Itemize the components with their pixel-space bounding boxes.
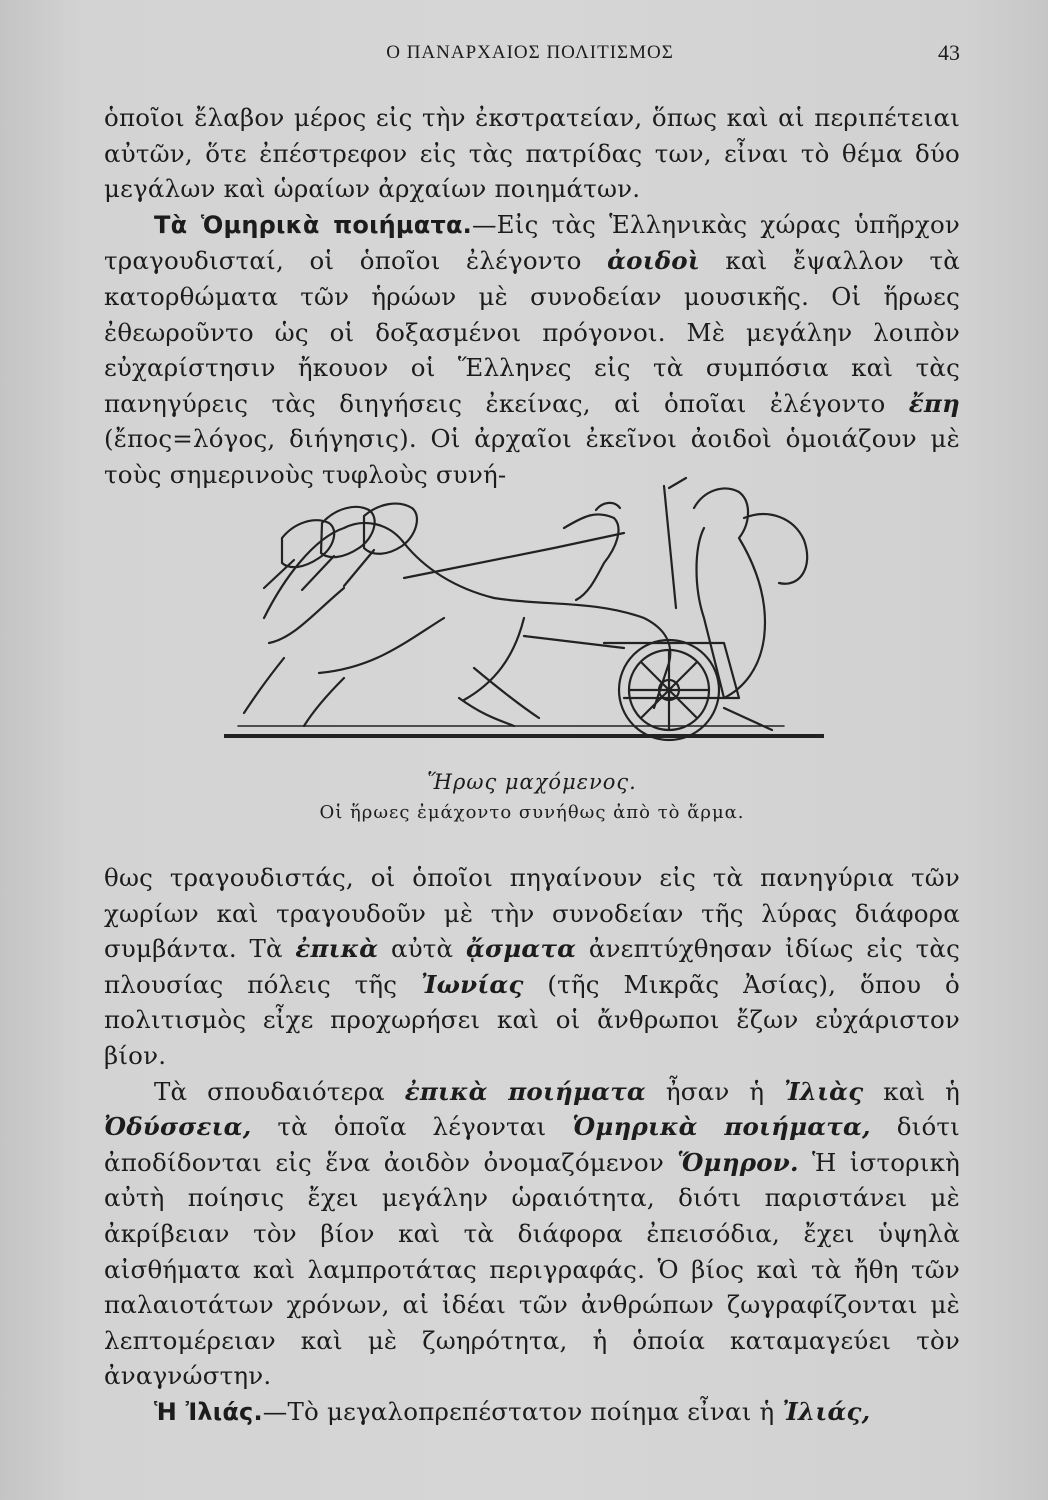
term-epika-poiimata: ἐπικὰ ποιήματα [404, 1076, 646, 1106]
term-ionias: Ἰωνίας [421, 969, 524, 999]
term-omiron: Ὅμηρον. [677, 1147, 799, 1177]
term-odysseia: Ὀδύσσεια, [104, 1112, 252, 1142]
term-ilias: Ἰλιὰς [784, 1076, 864, 1106]
page-header [100, 38, 960, 68]
paragraph-3-text-a: θως τραγουδιστάς, οἱ ὁποῖοι πηγαίνουν εἰς τὰ πανηγύρια τῶν χωρίων καὶ τραγουδοῦν μὲ τὴν συνοδείαν τῆς λύρας διάφορα συμβάντα. Τὰ [104, 863, 960, 964]
paragraph-4-text-a: Τὰ σπουδαιότερα [154, 1076, 405, 1106]
term-asmata: ᾄσματα [465, 934, 577, 964]
paragraph-4-text-d: τὰ ὁποῖα λέγονται [251, 1112, 573, 1142]
page-number: 43 [938, 40, 960, 65]
paragraph-1-text: ὁποῖοι ἔλαβον μέρος εἰς τὴν ἐκστρατείαν, ὅπως καὶ αἱ περιπέτειαι αὐτῶν, ὅτε ἐπέστρεφον εἰς τὰς πατρίδας των, εἶναι τὸ θέμα δύο μεγάλων καὶ ὡραίων ἀρχαίων ποιημάτων. [104, 103, 960, 204]
figure-caption-subtitle: Οἱ ἥρωες ἐμάχοντο συνήθως ἀπὸ τὸ ἅρμα. [319, 802, 745, 823]
paragraph-3-text-d: (τῆς Μικρᾶς Ἀσίας), ὅπου ὁ πολιτισμὸς εἶχε προχωρήσει καὶ οἱ ἄνθρωποι ἔζων εὐχάριστον βίον. [104, 969, 960, 1070]
paragraph-1 [104, 100, 960, 207]
paragraph-4-text-b: ἦσαν ἡ [645, 1076, 785, 1106]
term-epika: ἐπικὰ [295, 934, 379, 964]
paragraph-4-text-e: διότι ἀποδίδονται εἰς ἕνα ἀοιδὸν ὀνομαζόμενον [104, 1112, 960, 1177]
paragraph-5-text-a: —Τὸ μεγαλοπρεπέστατον ποίημα εἶναι ἡ [262, 1396, 783, 1426]
section-heading-homeric-poems: Τὰ Ὁμηρικὰ ποιήματα. [154, 210, 472, 239]
section-heading-iliad: Ἡ Ἰλιάς. [154, 1397, 263, 1426]
term-epi: ἔπη [908, 388, 960, 418]
paragraph-3 [104, 860, 960, 1074]
term-aoidoi: ἀοιδοὶ [607, 246, 700, 276]
paragraph-3-text-b: αὐτὰ [378, 934, 466, 964]
paragraph-3-text-c: ἀνεπτύχθησαν ἰδίως εἰς τὰς πλουσίας πόλεις τῆς [104, 934, 960, 999]
paragraph-2-text-a: —Εἰς τὰς Ἑλληνικὰς χώρας ὑπῆρχον τραγουδισταί, οἱ ὁποῖοι ἐλέγοντο [104, 209, 960, 276]
running-head: Ο ΠΑΝΑΡΧΑΙΟΣ ΠΟΛΙΤΙΣΜΟΣ [386, 42, 674, 63]
chariot-illustration [224, 468, 824, 768]
paragraph-2-text-c: (ἔπος=λόγος, διήγησις). Οἱ ἀρχαῖοι ἐκεῖνοι ἀοιδοὶ ὁμοιάζουν μὲ τοὺς σημερινοὺς τυφλοὺς συνή- [104, 424, 960, 489]
text-block-top [104, 100, 960, 493]
paragraph-iliad [104, 1394, 960, 1431]
paragraph-4 [104, 1074, 960, 1394]
paragraph-homeric-poems [104, 207, 960, 493]
paragraph-2-text-b: καὶ ἔψαλλον τὰ κατορθώματα τῶν ἡρώων μὲ συνοδείαν μουσικῆς. Οἱ ἥρωες ἐθεωροῦντο ὡς οἱ δοξασμένοι πρόγονοι. Μὲ μεγάλην λοιπὸν εὐχαρίστησιν ἤκουον οἱ Ἕλληνες εἰς τὰ συμπόσια καὶ τὰς πανηγύρεις τὰς διηγήσεις ἐκείνας, αἱ ὁποῖαι ἐλέγοντο [104, 246, 960, 418]
figure-caption-title: Ἥρως μαχόμενος. [427, 770, 637, 794]
term-omirika-poiimata: Ὁμηρικὰ ποιήματα, [572, 1112, 871, 1142]
text-block-bottom [104, 860, 960, 1431]
paragraph-4-text-c: καὶ ἡ [863, 1076, 961, 1106]
term-ilias-2: Ἰλιάς, [782, 1396, 871, 1426]
paragraph-4-text-f: Ἡ ἱστορικὴ αὐτὴ ποίησις ἔχει μεγάλην ὡραιότητα, διότι παριστάνει μὲ ἀκρίβειαν τὸν βίον καὶ τὰ διάφορα ἐπεισόδια, ἔχει ὑψηλὰ αἰσθήματα καὶ λαμπροτάτας περιγραφάς. Ὁ βίος καὶ τὰ ἤθη τῶν παλαιοτάτων χρόνων, αἱ ἰδέαι τῶν ἀνθρώπων ζωγραφίζονται μὲ λεπτομέρειαν καὶ μὲ ζωηρότητα, ἡ ὁποία καταμαγεύει τὸν ἀναγνώστην. [104, 1147, 960, 1391]
